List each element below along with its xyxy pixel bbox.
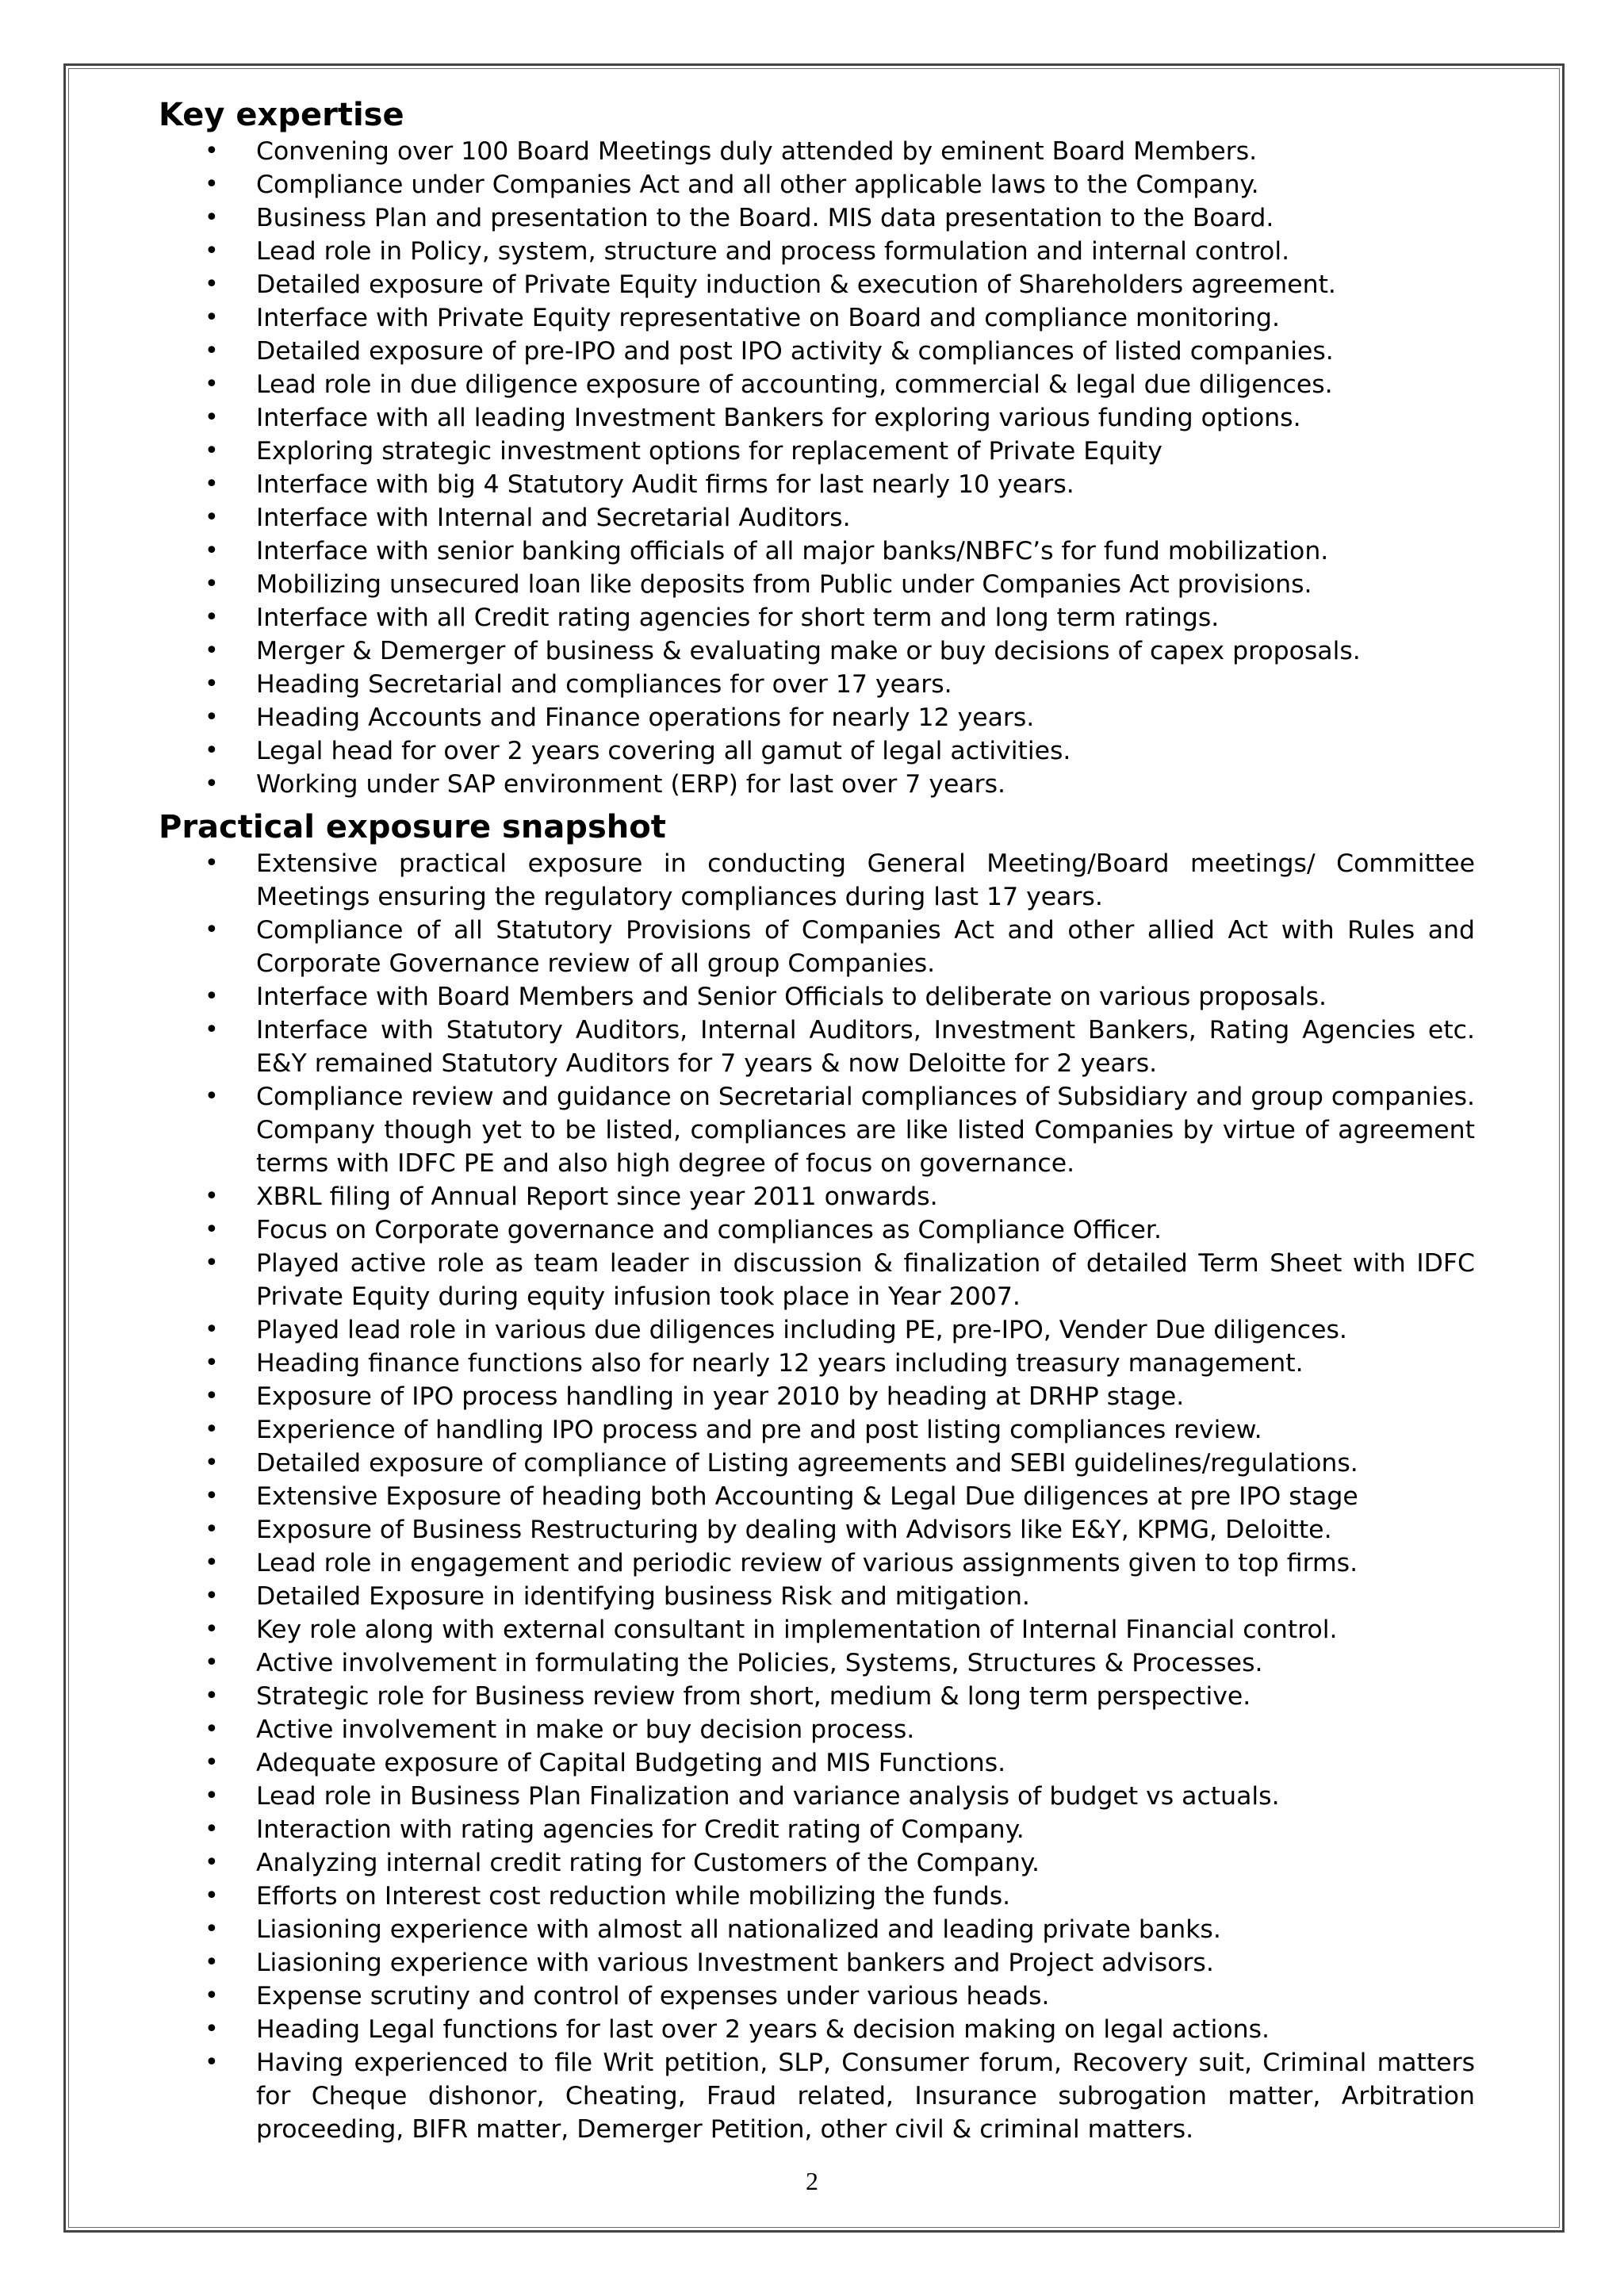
list-item: • Interface with big 4 Statutory Audit firms for last nearly 10 years. [159, 468, 1475, 501]
list-item: • Working under SAP environment (ERP) for last over 7 years. [159, 768, 1475, 801]
list-item: • Extensive Exposure of heading both Accounting & Legal Due diligences at pre IPO stage [159, 1480, 1475, 1513]
list-item: • Having experienced to file Writ petition, SLP, Consumer forum, Recovery suit, Criminal matters for Cheque dishonor, Cheating, Fraud related, Insurance subrogation matter, Arbitration proceeding, BIFR matter, Demerger Petition, other civil & criminal matters. [159, 2046, 1475, 2146]
list-item: • Interface with Private Equity representative on Board and compliance monitoring. [159, 301, 1475, 335]
list-item: • Interface with Board Members and Senior Officials to deliberate on various proposals. [159, 980, 1475, 1014]
list-item: • Interaction with rating agencies for Credit rating of Company. [159, 1813, 1475, 1846]
list-item: • Key role along with external consultant in implementation of Internal Financial control. [159, 1613, 1475, 1646]
list-item: • Lead role in Policy, system, structure and process formulation and internal control. [159, 235, 1475, 268]
list-item: • Strategic role for Business review from short, medium & long term perspective. [159, 1680, 1475, 1713]
list-item: • Heading Secretarial and compliances for over 17 years. [159, 668, 1475, 701]
list-item: • Active involvement in make or buy decision process. [159, 1713, 1475, 1746]
list-item: • Lead role in Business Plan Finalization and variance analysis of budget vs actuals. [159, 1780, 1475, 1813]
list-item: • Played lead role in various due diligences including PE, pre-IPO, Vender Due diligences. [159, 1313, 1475, 1347]
list-item: • Heading Accounts and Finance operations for nearly 12 years. [159, 701, 1475, 734]
document-body [159, 95, 1475, 2146]
list-item: • Focus on Corporate governance and compliances as Compliance Officer. [159, 1213, 1475, 1247]
list-item: • Active involvement in formulating the Policies, Systems, Structures & Processes. [159, 1646, 1475, 1680]
list-item: • Lead role in due diligence exposure of accounting, commercial & legal due diligences. [159, 368, 1475, 401]
list-item: • Lead role in engagement and periodic review of various assignments given to top firms. [159, 1547, 1475, 1580]
list-item: • Expense scrutiny and control of expenses under various heads. [159, 1980, 1475, 2013]
list-item: • Extensive practical exposure in conducting General Meeting/Board meetings/ Committee Meetings ensuring the regulatory compliances during last 17 years. [159, 847, 1475, 914]
list-item: • Interface with all leading Investment Bankers for exploring various funding options. [159, 401, 1475, 435]
list-item: • Liasioning experience with various Investment bankers and Project advisors. [159, 1946, 1475, 1980]
list-item: • Detailed exposure of compliance of Listing agreements and SEBI guidelines/regulations. [159, 1447, 1475, 1480]
practical-exposure-list [159, 847, 1475, 2146]
list-item: • Heading finance functions also for nearly 12 years including treasury management. [159, 1347, 1475, 1380]
list-item: • Interface with all Credit rating agencies for short term and long term ratings. [159, 601, 1475, 634]
list-item: • Exposure of IPO process handling in year 2010 by heading at DRHP stage. [159, 1380, 1475, 1413]
key-expertise-list [159, 135, 1475, 801]
list-item: • Played active role as team leader in discussion & finalization of detailed Term Sheet with IDFC Private Equity during equity infusion took place in Year 2007. [159, 1247, 1475, 1313]
list-item: • Detailed exposure of Private Equity induction & execution of Shareholders agreement. [159, 268, 1475, 301]
list-item: • Exploring strategic investment options for replacement of Private Equity [159, 435, 1475, 468]
practical-exposure-heading: Practical exposure snapshot [159, 809, 666, 845]
list-item: • Merger & Demerger of business & evaluating make or buy decisions of capex proposals. [159, 634, 1475, 668]
list-item: • Interface with Internal and Secretarial Auditors. [159, 501, 1475, 535]
page-number: 2 [806, 2167, 818, 2195]
list-item: • Legal head for over 2 years covering all gamut of legal activities. [159, 734, 1475, 768]
list-item: • Exposure of Business Restructuring by dealing with Advisors like E&Y, KPMG, Deloitte. [159, 1513, 1475, 1547]
list-item: • Detailed exposure of pre-IPO and post IPO activity & compliances of listed companies. [159, 335, 1475, 368]
key-expertise-heading: Key expertise [159, 97, 404, 133]
list-item: • Adequate exposure of Capital Budgeting and MIS Functions. [159, 1746, 1475, 1780]
list-item: • Compliance of all Statutory Provisions of Companies Act and other allied Act with Rules and Corporate Governance review of all group Companies. [159, 914, 1475, 980]
list-item: • Mobilizing unsecured loan like deposits from Public under Companies Act provisions. [159, 568, 1475, 601]
list-item: • Business Plan and presentation to the Board. MIS data presentation to the Board. [159, 201, 1475, 235]
list-item: • Convening over 100 Board Meetings duly attended by eminent Board Members. [159, 135, 1475, 168]
list-item: • Heading Legal functions for last over 2 years & decision making on legal actions. [159, 2013, 1475, 2046]
list-item: • Compliance review and guidance on Secretarial compliances of Subsidiary and group companies. Company though yet to be listed, compliances are like listed Companies by virtue of agreement terms with IDFC PE and also high degree of focus on governance. [159, 1080, 1475, 1180]
list-item: • Interface with Statutory Auditors, Internal Auditors, Investment Bankers, Rating Agencies etc. E&Y remained Statutory Auditors for 7 years & now Deloitte for 2 years. [159, 1014, 1475, 1080]
list-item: • Compliance under Companies Act and all other applicable laws to the Company. [159, 168, 1475, 201]
list-item: • Interface with senior banking officials of all major banks/NBFC’s for fund mobilization. [159, 535, 1475, 568]
list-item: • XBRL filing of Annual Report since year 2011 onwards. [159, 1180, 1475, 1213]
list-item: • Experience of handling IPO process and pre and post listing compliances review. [159, 1413, 1475, 1447]
list-item: • Efforts on Interest cost reduction while mobilizing the funds. [159, 1880, 1475, 1913]
list-item: • Liasioning experience with almost all nationalized and leading private banks. [159, 1913, 1475, 1946]
list-item: • Analyzing internal credit rating for Customers of the Company. [159, 1846, 1475, 1880]
list-item: • Detailed Exposure in identifying business Risk and mitigation. [159, 1580, 1475, 1613]
